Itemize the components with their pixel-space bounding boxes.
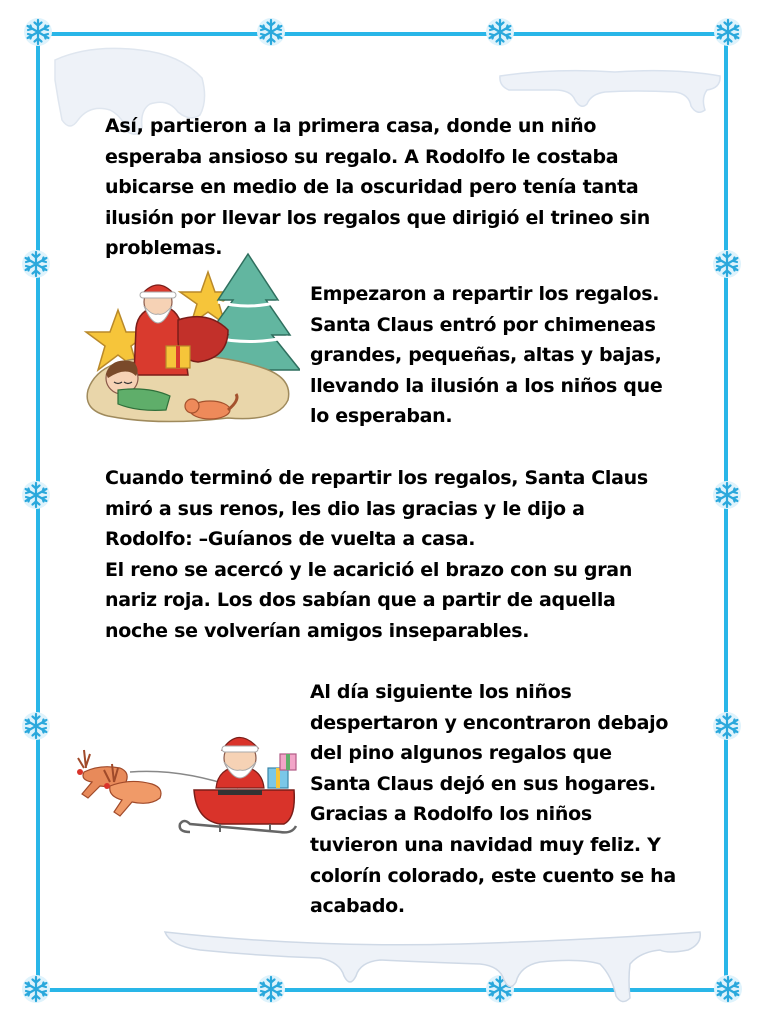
text-line: El reno se acercó y le acarició el brazo con su gran (105, 558, 633, 581)
text-line: problemas. (105, 237, 223, 260)
text-line: ilusión por llevar los regalos que dirigió el trineo sin (105, 206, 650, 229)
text-line: Cuando terminó de repartir los regalos, Santa Claus (105, 467, 648, 489)
text-line: grandes, pequeñas, altas y bajas, (310, 344, 662, 367)
text-line: Empezaron a repartir los regalos. (310, 283, 660, 305)
snowflake-icon (21, 480, 51, 510)
text-line: Gracias a Rodolfo los niños (310, 803, 592, 826)
paragraph-2 (310, 279, 662, 432)
text-line: nariz roja. Los dos sabían que a partir de aquella (105, 589, 616, 612)
paragraph-4 (310, 677, 676, 922)
text-line: noche se volverían amigos inseparables. (105, 619, 530, 642)
text-line: esperaba ansioso su regalo. A Rodolfo le costaba (105, 145, 619, 168)
text-line: llevando la ilusión a los niños que (310, 374, 663, 397)
text-line: ubicarse en medio de la oscuridad pero tenía tanta (105, 176, 639, 199)
snowflake-icon (485, 17, 515, 47)
paragraph-1 (105, 111, 650, 264)
snowflake-icon (256, 17, 286, 47)
snowflake-icon (712, 711, 742, 741)
santa-sleeping-child-illustration (78, 250, 300, 425)
snowflake-icon (21, 711, 51, 741)
text-line: Santa Claus entró por chimeneas (310, 313, 656, 336)
text-line: Santa Claus dejó en sus hogares. (310, 772, 656, 795)
text-line: acabado. (310, 895, 405, 918)
text-line: del pino algunos regalos que (310, 742, 612, 765)
text-line: Rodolfo: –Guíanos de vuelta a casa. (105, 528, 476, 551)
text-line: despertaron y encontraron debajo (310, 711, 669, 734)
snow-drift-bottom (160, 918, 705, 1008)
snowflake-icon (713, 974, 743, 1004)
santa-sleigh-reindeer-illustration (70, 728, 302, 846)
snow-drift-top-right (495, 58, 725, 118)
text-line: Al día siguiente los niños (310, 681, 572, 703)
snowflake-icon (21, 974, 51, 1004)
snowflake-icon (712, 249, 742, 279)
text-line: colorín colorado, este cuento se ha (310, 864, 676, 887)
snowflake-icon (712, 480, 742, 510)
snowflake-icon (21, 249, 51, 279)
paragraph-3 (105, 463, 648, 647)
text-line: Así, partieron a la primera casa, donde un niño (105, 115, 597, 137)
text-line: miró a sus renos, les dio las gracias y le dijo a (105, 497, 585, 520)
snowflake-icon (23, 17, 53, 47)
snowflake-icon (713, 17, 743, 47)
text-line: lo esperaban. (310, 405, 453, 428)
text-line: tuvieron una navidad muy feliz. Y (310, 833, 661, 856)
